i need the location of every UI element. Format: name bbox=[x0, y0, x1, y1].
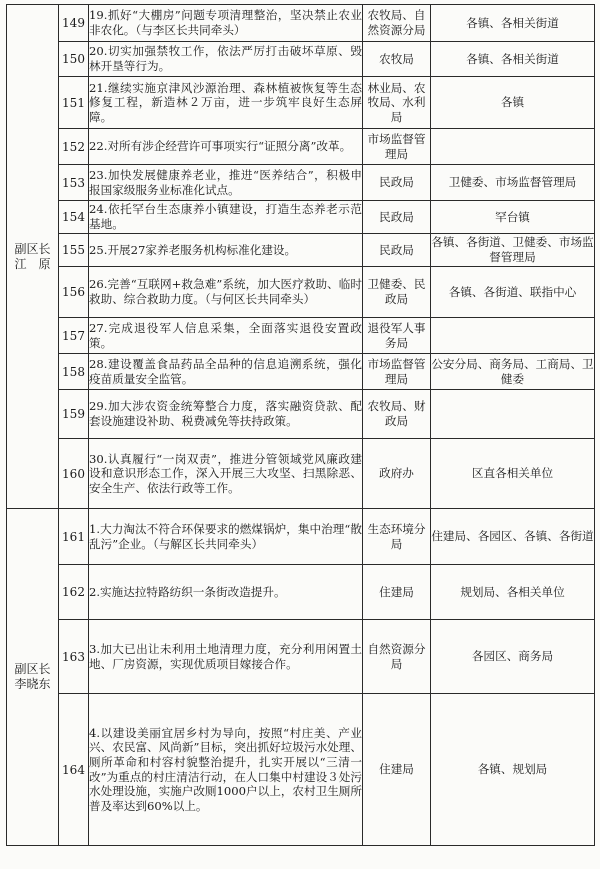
table-row bbox=[7, 234, 595, 267]
table-row bbox=[7, 318, 595, 354]
row-number: 159 bbox=[59, 390, 89, 439]
cooperating-departments bbox=[431, 129, 595, 165]
row-number: 164 bbox=[59, 694, 89, 846]
leader-cell: 副区长 江 原 bbox=[7, 5, 59, 509]
lead-department: 民政局 bbox=[363, 201, 431, 234]
cooperating-departments bbox=[431, 390, 595, 439]
row-number: 161 bbox=[59, 509, 89, 565]
task-description: 28.建设覆盖食品药品全品种的信息追溯系统，强化疫苗质量安全监管。 bbox=[89, 354, 363, 390]
lead-department: 林业局、农牧局、水利局 bbox=[363, 77, 431, 129]
cooperating-departments: 各园区、商务局 bbox=[431, 620, 595, 694]
task-description: 25.开展27家养老服务机构标准化建设。 bbox=[89, 234, 363, 267]
table-row bbox=[7, 390, 595, 439]
task-description: 2.实施达拉特路纺织一条街改造提升。 bbox=[89, 565, 363, 620]
cooperating-departments: 各镇、各街道、卫健委、市场监督管理局 bbox=[431, 234, 595, 267]
task-description: 20.切实加强禁牧工作，依法严厉打击破坏草原、毁林开垦等行为。 bbox=[89, 42, 363, 77]
row-number: 150 bbox=[59, 42, 89, 77]
row-number: 153 bbox=[59, 165, 89, 201]
cooperating-departments: 各镇、各相关街道 bbox=[431, 5, 595, 42]
row-number: 149 bbox=[59, 5, 89, 42]
table-row bbox=[7, 267, 595, 318]
table-row bbox=[7, 129, 595, 165]
table-row bbox=[7, 509, 595, 565]
table-row bbox=[7, 77, 595, 129]
lead-department: 自然资源分局 bbox=[363, 620, 431, 694]
task-description: 3.加大已出让未利用土地清理力度，充分利用闲置土地、厂房资源，实现优质项目嫁接合作。 bbox=[89, 620, 363, 694]
lead-department: 住建局 bbox=[363, 694, 431, 846]
task-description: 1.大力淘汰不符合环保要求的燃煤锅炉，集中治理“散乱污”企业。（与解区长共同牵头） bbox=[89, 509, 363, 565]
table-row bbox=[7, 42, 595, 77]
row-number: 156 bbox=[59, 267, 89, 318]
task-description: 24.依托罕台生态康养小镇建设，打造生态养老示范基地。 bbox=[89, 201, 363, 234]
row-number: 158 bbox=[59, 354, 89, 390]
lead-department: 住建局 bbox=[363, 565, 431, 620]
cooperating-departments bbox=[431, 318, 595, 354]
table-row bbox=[7, 354, 595, 390]
lead-department: 生态环境分局 bbox=[363, 509, 431, 565]
task-description: 19.抓好“大棚房”问题专项清理整治，坚决禁止农业非农化。（与李区长共同牵头） bbox=[89, 5, 363, 42]
task-description: 29.加大涉农资金统筹整合力度，落实融资贷款、配套设施建设补助、税费减免等扶持政策。 bbox=[89, 390, 363, 439]
table-row bbox=[7, 165, 595, 201]
row-number: 152 bbox=[59, 129, 89, 165]
cooperating-departments: 各镇、规划局 bbox=[431, 694, 595, 846]
cooperating-departments: 各镇 bbox=[431, 77, 595, 129]
task-description: 4.以建设美丽宜居乡村为导向，按照“村庄美、产业兴、农民富、风尚新”目标，突出抓好垃圾污水处理、厕所革命和村容村貌整治提升，扎实开展以“三清一改”为重点的村庄清洁行动，在人口集中村建设３处污水处理设施，实施户改厕1000户以上，农村卫生厕所普及率达到60%以上。 bbox=[89, 694, 363, 846]
lead-department: 卫健委、民政局 bbox=[363, 267, 431, 318]
cooperating-departments: 各镇、各街道、联指中心 bbox=[431, 267, 595, 318]
task-assignment-table bbox=[6, 4, 595, 846]
row-number: 155 bbox=[59, 234, 89, 267]
cooperating-departments: 各镇、各相关街道 bbox=[431, 42, 595, 77]
lead-department: 市场监督管理局 bbox=[363, 354, 431, 390]
row-number: 160 bbox=[59, 439, 89, 509]
table-row bbox=[7, 620, 595, 694]
row-number: 151 bbox=[59, 77, 89, 129]
leader-cell: 副区长 李晓东 bbox=[7, 509, 59, 846]
row-number: 154 bbox=[59, 201, 89, 234]
lead-department: 民政局 bbox=[363, 234, 431, 267]
task-description: 26.完善“互联网+救急难”系统，加大医疗救助、临时救助、综合救助力度。（与何区长共同牵头） bbox=[89, 267, 363, 318]
cooperating-departments: 规划局、各相关单位 bbox=[431, 565, 595, 620]
table-row bbox=[7, 565, 595, 620]
task-description: 21.继续实施京津风沙源治理、森林植被恢复等生态修复工程，新造林２万亩，进一步筑牢良好生态屏障。 bbox=[89, 77, 363, 129]
table-row bbox=[7, 439, 595, 509]
lead-department: 政府办 bbox=[363, 439, 431, 509]
cooperating-departments: 罕台镇 bbox=[431, 201, 595, 234]
lead-department: 民政局 bbox=[363, 165, 431, 201]
cooperating-departments: 公安分局、商务局、工商局、卫健委 bbox=[431, 354, 595, 390]
table-row bbox=[7, 694, 595, 846]
cooperating-departments: 卫健委、市场监督管理局 bbox=[431, 165, 595, 201]
lead-department: 农牧局 bbox=[363, 42, 431, 77]
task-description: 27.完成退役军人信息采集，全面落实退役安置政策。 bbox=[89, 318, 363, 354]
table-row bbox=[7, 201, 595, 234]
row-number: 163 bbox=[59, 620, 89, 694]
lead-department: 退役军人事务局 bbox=[363, 318, 431, 354]
row-number: 157 bbox=[59, 318, 89, 354]
lead-department: 农牧局、财政局 bbox=[363, 390, 431, 439]
task-description: 23.加快发展健康养老业，推进“医养结合”，积极申报国家级服务业标准化试点。 bbox=[89, 165, 363, 201]
task-description: 22.对所有涉企经营许可事项实行“证照分离”改革。 bbox=[89, 129, 363, 165]
lead-department: 市场监督管理局 bbox=[363, 129, 431, 165]
table-row bbox=[7, 5, 595, 42]
row-number: 162 bbox=[59, 565, 89, 620]
cooperating-departments: 区直各相关单位 bbox=[431, 439, 595, 509]
cooperating-departments: 住建局、各园区、各镇、各街道 bbox=[431, 509, 595, 565]
lead-department: 农牧局、自然资源分局 bbox=[363, 5, 431, 42]
task-description: 30.认真履行“一岗双责”，推进分管领域党风廉政建设和意识形态工作，深入开展三大攻坚、扫黑除恶、安全生产、依法行政等工作。 bbox=[89, 439, 363, 509]
